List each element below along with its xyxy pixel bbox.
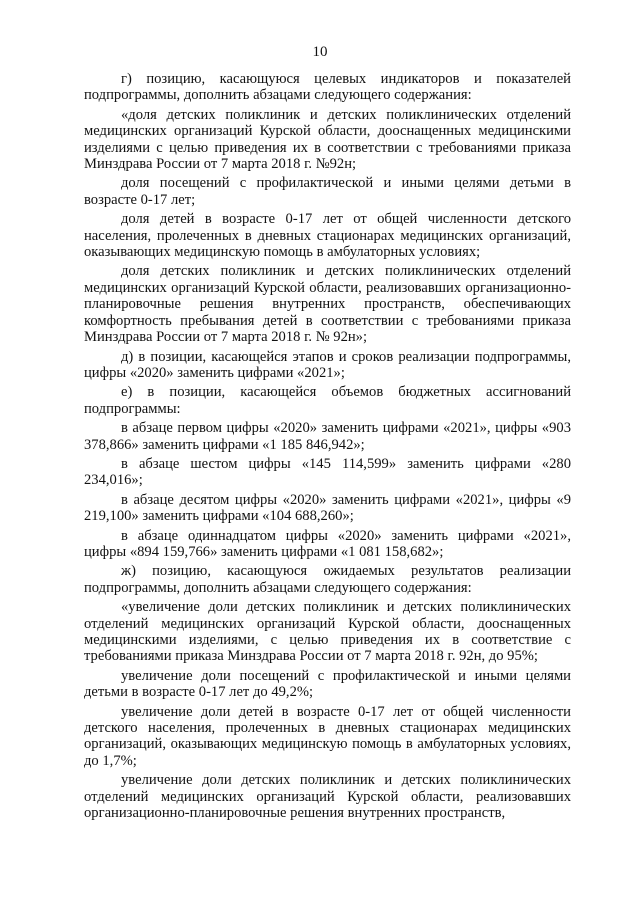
- paragraph-indicator-equipped-clinics: «доля детских поликлиник и детских поликлинических отделений медицинских организаций Курской области, дооснащенных медицинскими изделиями с целью приведения их в соответствии с требованиями приказа Минздрава России от 7 марта 2018 г. №92н;: [84, 106, 571, 173]
- paragraph-e-tenth: в абзаце десятом цифры «2020» заменить цифрами «2021», цифры «9 219,100» заменить цифрами «104 688,260»;: [84, 491, 571, 525]
- paragraph-zh: ж) позицию, касающуюся ожидаемых результатов реализации подпрограммы, дополнить абзацами следующего содержания:: [84, 563, 571, 596]
- paragraph-g: г) позицию, касающуюся целевых индикаторов и показателей подпрограммы, дополнить абзацами следующего содержания:: [84, 71, 571, 104]
- paragraph-result-visits: увеличение доли посещений с профилактической и иными целями детьми в возрасте 0-17 лет до 49,2%;: [84, 667, 571, 701]
- document-body: [84, 71, 571, 824]
- paragraph-e-eleventh: в абзаце одиннадцатом цифры «2020» заменить цифрами «2021», цифры «894 159,766» заменить цифрами «1 081 158,682»;: [84, 527, 571, 560]
- paragraph-result-planning-solutions: увеличение доли детских поликлиник и детских поликлинических отделений медицинских организаций Курской области, реализовавших организационно-планировочные решения внутренних пространств,: [84, 772, 571, 822]
- paragraph-indicator-planning-solutions: доля детских поликлиник и детских поликлинических отделений медицинских организаций Курской области, реализовавших организационно-планировочные решения внутренних пространств, обеспечивающих комфортность пребывания детей в соответствии с требованиями приказа Минздрава России от 7 марта 2018 г. № 92н»;: [84, 263, 571, 346]
- page-number: 10: [312, 44, 328, 60]
- paragraph-result-equipped-clinics: «увеличение доли детских поликлиник и детских поликлинических отделений медицинских организаций Курской области, дооснащенных медицинскими изделиями, с целью приведения их в соответствие с требованиями приказа Минздрава России от 7 марта 2018 г. 92н, до 95%;: [84, 599, 571, 665]
- paragraph-d: д) в позиции, касающейся этапов и сроков реализации подпрограммы, цифры «2020» заменить цифрами «2021»;: [84, 348, 571, 381]
- paragraph-indicator-visits: доля посещений с профилактической и иными целями детьми в возрасте 0-17 лет;: [84, 175, 571, 208]
- paragraph-e: е) в позиции, касающейся объемов бюджетных ассигнований подпрограммы:: [84, 384, 571, 417]
- paragraph-e-sixth: в абзаце шестом цифры «145 114,599» заменить цифрами «280 234,016»;: [84, 455, 571, 489]
- paragraph-result-day-hospitals: увеличение доли детей в возрасте 0-17 лет от общей численности детского населения, пролеченных в дневных стационарах медицинских организаций, оказывающих медицинскую помощь в амбулаторных условиях, до 1,7%;: [84, 703, 571, 769]
- paragraph-indicator-day-hospitals: доля детей в возрасте 0-17 лет от общей численности детского населения, пролеченных в дневных стационарах медицинских организаций, оказывающих медицинскую помощь в амбулаторных условиях;: [84, 211, 571, 261]
- paragraph-e-first: в абзаце первом цифры «2020» заменить цифрами «2021», цифры «903 378,866» заменить цифрами «1 185 846,942»;: [84, 420, 571, 453]
